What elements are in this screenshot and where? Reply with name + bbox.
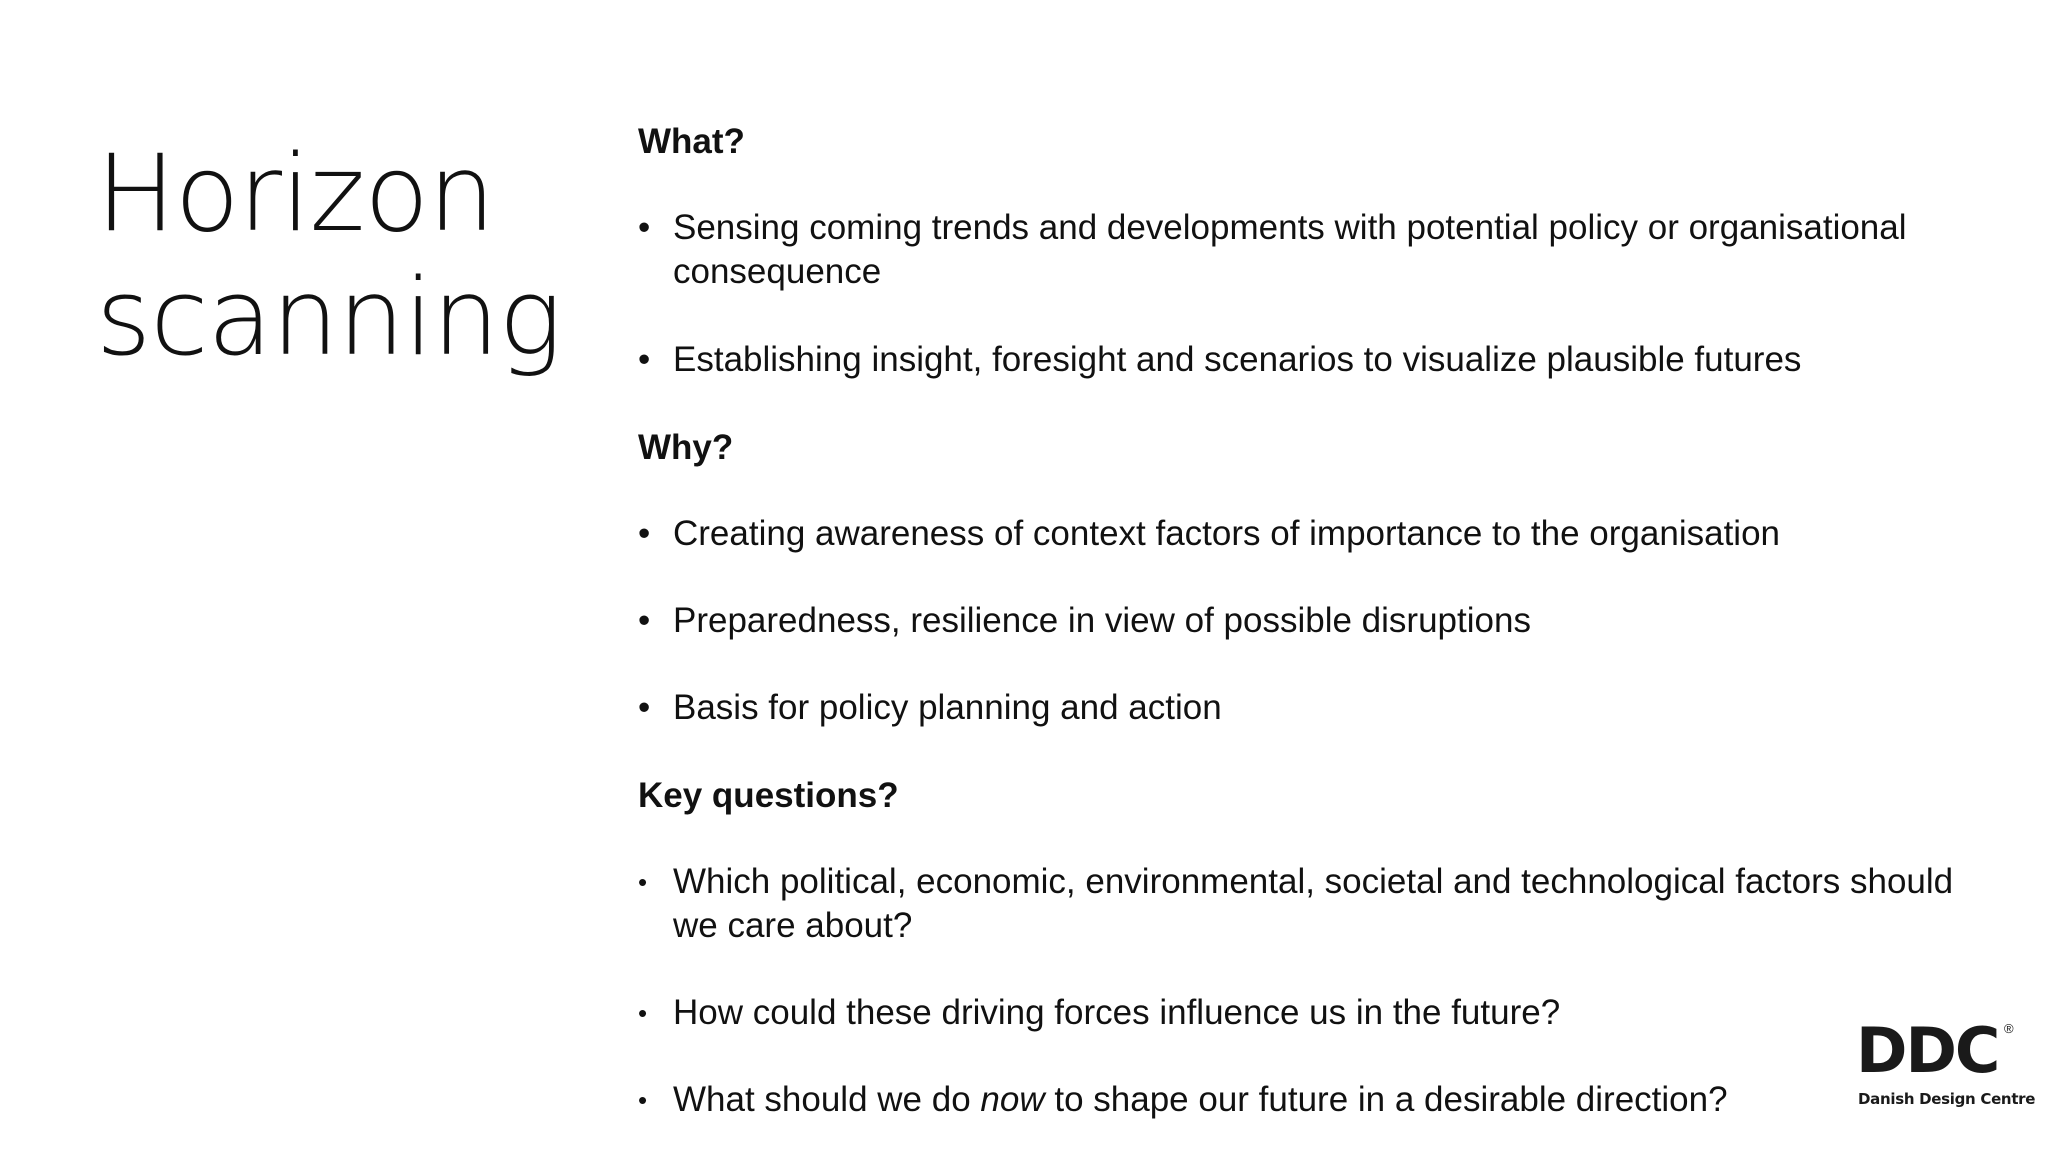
bullet-text: Basis for policy planning and action [673,688,1222,727]
bullet-text: Establishing insight, foresight and scenarios to visualize plausible futures [673,340,1802,379]
logo-subtitle: Danish Design Centre [1858,1090,2036,1108]
bullet-text: Preparedness, resilience in view of possible disruptions [673,601,1531,640]
slide-title [96,132,561,380]
bullet-text: How could these driving forces influence us in the future? [673,993,1561,1032]
bullet-icon: • [638,867,648,897]
heading-what: What? [638,122,745,161]
bullet-icon: • [638,208,651,247]
bullet-icon: • [638,340,651,379]
bullet-text-part-after: to shape our future in a desirable direction? [1044,1080,1728,1119]
bullet-text-emphasis: now [980,1080,1045,1119]
heading-why: Why? [638,428,734,467]
bullet-icon: • [638,998,648,1028]
slide-title-line-1: Horizon [96,132,495,255]
registered-icon: ® [2004,1021,2014,1036]
logo-mark: DDC [1856,1014,1999,1087]
bullet-icon: • [638,601,651,640]
bullet-text: Creating awareness of context factors of importance to the organisation [673,514,1780,553]
slide-title-line-2: scanning [96,256,562,379]
ddc-logo [1856,1014,2036,1118]
bullet-icon: • [638,514,651,553]
bullet-icon: • [638,1085,648,1115]
bullet-text-part-before: What should we do [673,1080,981,1119]
bullet-icon: • [638,688,651,727]
bullet-text [673,1078,1993,1122]
bullet-text: Which political, economic, environmental, societal and technological factors should we care about? [673,862,1954,945]
heading-key-questions: Key questions? [638,776,899,815]
bullet-text: Sensing coming trends and developments with potential policy or organisational consequence [673,208,1907,291]
